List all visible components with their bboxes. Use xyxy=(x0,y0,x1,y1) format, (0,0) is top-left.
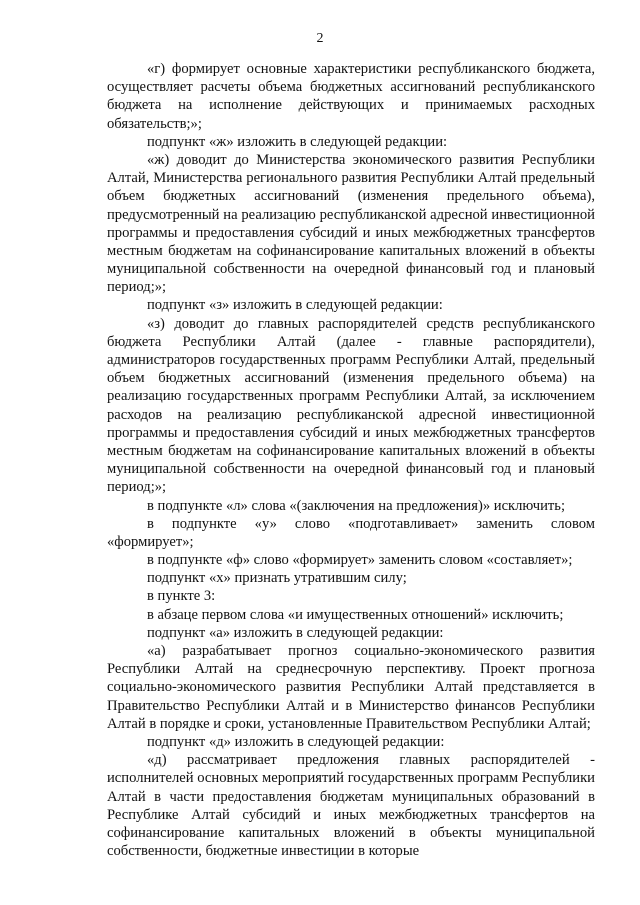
paragraph-f-amendment: в подпункте «ф» слово «формирует» заменить словом «составляет»; xyxy=(147,552,573,569)
paragraph-zh-instruction: подпункт «ж» изложить в следующей редакции: xyxy=(147,133,448,150)
paragraph-z-instruction: подпункт «з» изложить в следующей редакции: xyxy=(147,297,443,314)
paragraph-point-3: в пункте 3: xyxy=(147,588,216,605)
paragraph-g-text: «г) формирует основные характеристики республиканского бюджета, осуществляет расчеты объема бюджетных ассигнований республиканского бюджета на исполнение действующих и принимаемых расходных обязательств;»; xyxy=(107,61,595,132)
paragraph-h-repeal: подпункт «х» признать утратившим силу; xyxy=(147,570,407,587)
paragraph-first-abzac: в абзаце первом слова «и имущественных отношений» исключить; xyxy=(147,606,564,623)
paragraph-l-amendment: в подпункте «л» слова «(заключения на предложения)» исключить; xyxy=(147,497,566,514)
page-number: 2 xyxy=(316,31,324,46)
paragraph-z-text: «з) доводит до главных распорядителей средств республиканского бюджета Республики Алтай (далее - главные распорядители), администраторов государственных программ Республики Алтай, предельный объем бюджетных ассигнований (изменения предельного объема) на реализацию государственных программ Республики Алтай, за исключением расходов на реализацию республиканской адресной инвестиционной программы и предоставления субсидий и иных межбюджетных трансфертов местным бюджетам на софинансирование капитальных вложений в объекты муниципальной собственности на очередной финансовый год и плановый период;»; xyxy=(107,315,595,496)
paragraph-u-amendment: в подпункте «у» слово «подготавливает» заменить словом «формирует»; xyxy=(107,515,595,550)
paragraph-a-instruction: подпункт «а» изложить в следующей редакции: xyxy=(147,624,444,641)
document-body xyxy=(107,60,595,860)
paragraph-a-text: «а) разрабатывает прогноз социально-экономического развития Республики Алтай на среднесрочную перспективу. Проект прогноза социально-экономического развития Республики Алтай представляется в Правительство Республики Алтай и в Министерство финансов Республики Алтай в порядке и сроки, установленные Правительством Республики Алтай; xyxy=(107,643,595,732)
paragraph-zh-text: «ж) доводит до Министерства экономического развития Республики Алтай, Министерства регионального развития Республики Алтай предельный объем бюджетных ассигнований (изменения предельного объема), предусмотренный на реализацию республиканской адресной инвестиционной программы и предоставления субсидий и иных межбюджетных трансфертов местным бюджетам на софинансирование капитальных вложений в объекты муниципальной собственности на очередной финансовый год и плановый период;»; xyxy=(107,151,595,296)
paragraph-d-text: «д) рассматривает предложения главных распорядителей - исполнителей основных мероприятий государственных программ Республики Алтай в части предоставления бюджетам муниципальных образований в Республике Алтай субсидий и иных межбюджетных трансфертов на софинансирование капитальных вложений в объекты муниципальной собственности, бюджетные инвестиции в которые xyxy=(107,752,595,860)
paragraph-d-instruction: подпункт «д» изложить в следующей редакции: xyxy=(147,733,445,750)
